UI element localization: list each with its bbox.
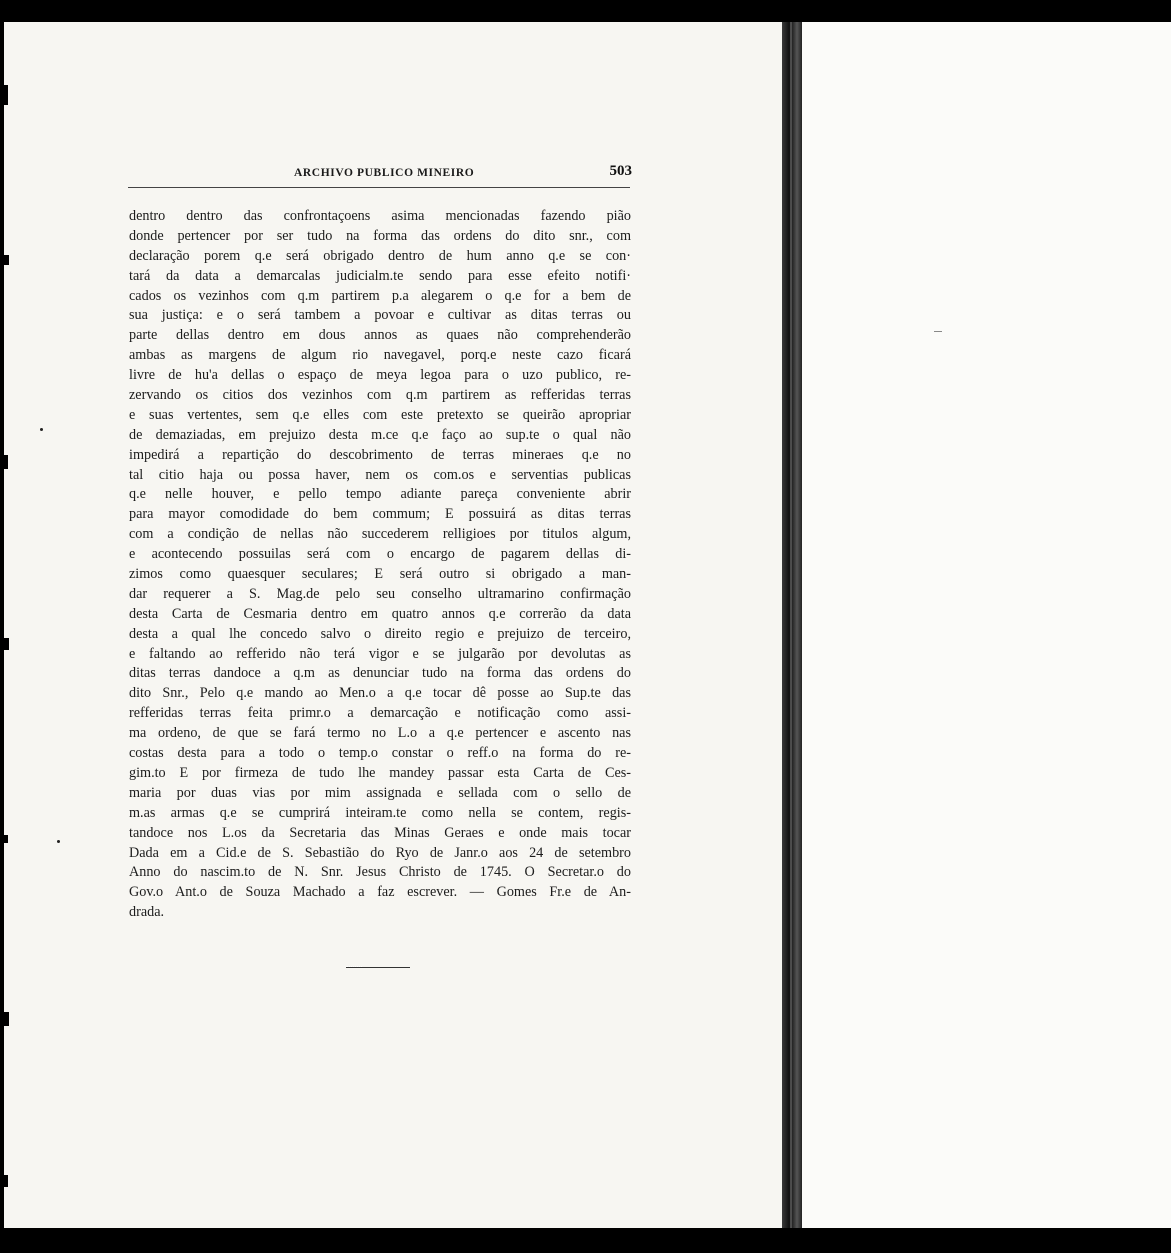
text-line: tará da data a demarcalas judicialm.te sendo para esse efeito notifi· xyxy=(129,267,631,284)
edge-mark xyxy=(4,255,9,265)
text-line: tal citio haja ou possa haver, nem os com.os e serventias publicas xyxy=(129,466,631,483)
edge-mark xyxy=(4,1175,8,1187)
text-line: e suas vertentes, sem q.e elles com este pretexto se queirão apropriar xyxy=(129,406,631,423)
edge-mark xyxy=(4,638,9,650)
edge-mark xyxy=(4,85,8,105)
running-title: ARCHIVO PUBLICO MINEIRO xyxy=(294,167,475,179)
text-line: parte dellas dentro em dous annos as quaes não comprehenderão xyxy=(129,327,631,344)
text-line: ma ordeno, de que se fará termo no L.o a q.e pertencer e ascento nas xyxy=(129,725,631,742)
running-header xyxy=(128,163,632,185)
text-line: e faltando ao refferido não terá vigor e se julgarão por devolutas as xyxy=(129,645,631,662)
text-line: ambas as margens de algum rio navegavel, porq.e neste cazo ficará xyxy=(129,347,631,364)
header-rule xyxy=(128,187,630,188)
page-number: 503 xyxy=(609,163,632,179)
text-line: maria por duas vias por mim assignada e sellada com o sello de xyxy=(129,784,631,801)
text-line: zervando os citios dos vezinhos com q.m partirem as refferidas terras xyxy=(129,387,631,404)
text-line: tandoce nos L.os da Secretaria das Minas Geraes e onde mais tocar xyxy=(129,824,631,841)
edge-mark xyxy=(4,1012,9,1026)
text-line: costas desta para a todo o temp.o constar o reff.o na forma do re- xyxy=(129,745,631,762)
right-page-blank xyxy=(802,22,1171,1228)
book-gutter xyxy=(782,18,802,1230)
text-line: cados os vezinhos com q.m partirem p.a alegarem o q.e for a bem de xyxy=(129,287,631,304)
text-line: para mayor comodidade do bem commum; E possuirá as ditas terras xyxy=(129,506,631,523)
text-line: livre de hu'a dellas o espaço de meya legoa para o uzo publico, re- xyxy=(129,367,631,384)
text-line: com a condição de nellas não succederem relligioes por titulos algum, xyxy=(129,526,631,543)
text-line: zimos como quaesquer seculares; E será outro si obrigado a man- xyxy=(129,566,631,583)
text-line: refferidas terras feita primr.o a demarcação e notificação como assi- xyxy=(129,705,631,722)
stray-mark xyxy=(934,331,942,332)
scan-bottom-border xyxy=(0,1228,1171,1253)
text-line: q.e nelle houver, e pello tempo adiante pareça conveniente abrir xyxy=(129,486,631,503)
text-line: Gov.o Ant.o de Souza Machado a faz escrever. — Gomes Fr.e de An- xyxy=(129,884,631,901)
text-line: m.as armas q.e se cumprirá inteiram.te como nella se contem, regis- xyxy=(129,804,631,821)
closing-rule-dots xyxy=(346,966,362,968)
text-line: sua justiça: e o será tambem a povoar e cultivar as ditas terras ou xyxy=(129,307,631,324)
text-line: dentro dentro das confrontaçoens asima mencionadas fazendo pião xyxy=(129,208,631,224)
gutter-shadow-line xyxy=(790,18,792,1230)
text-line: declaração porem q.e será obrigado dentro de hum anno q.e se con· xyxy=(129,247,631,264)
text-line: dito Snr., Pelo q.e mando ao Men.o a q.e tocar dê posse ao Sup.te das xyxy=(129,685,631,702)
text-line: gim.to E por firmeza de tudo lhe mandey passar esta Carta de Ces- xyxy=(129,764,631,781)
text-line: desta a qual lhe concedo salvo o direito regio e prejuizo de terceiro, xyxy=(129,625,631,642)
ink-speck xyxy=(40,428,43,431)
text-line: ditas terras dandoce a q.m as denunciar tudo na forma das ordens do xyxy=(129,665,631,682)
text-line: de demaziadas, em prejuizo desta m.ce q.e faço ao sup.te o qual não xyxy=(129,426,631,443)
scan-top-border xyxy=(0,0,1171,22)
text-line: impedirá a repartição do descobrimento de terras mineraes q.e no xyxy=(129,446,631,463)
edge-mark xyxy=(4,835,8,843)
text-line: Anno do nascim.to de N. Snr. Jesus Christo de 1745. O Secretar.o do xyxy=(129,864,631,881)
text-line: desta Carta de Cesmaria dentro em quatro annos q.e correrão da data xyxy=(129,605,631,622)
body-text xyxy=(129,207,631,923)
text-line: e acontecendo possuilas será com o encargo de pagarem dellas di- xyxy=(129,546,631,563)
text-line: donde pertencer por ser tudo na forma das ordens do dito snr., com xyxy=(129,227,631,244)
text-line: Dada em a Cid.e de S. Sebastião do Ryo de Janr.o aos 24 de setembro xyxy=(129,844,631,861)
text-line: dar requerer a S. Mag.de pelo seu conselho ultramarino confirmação xyxy=(129,585,631,602)
edge-mark xyxy=(4,455,8,469)
text-line: drada. xyxy=(129,904,165,921)
ink-speck xyxy=(57,840,60,843)
